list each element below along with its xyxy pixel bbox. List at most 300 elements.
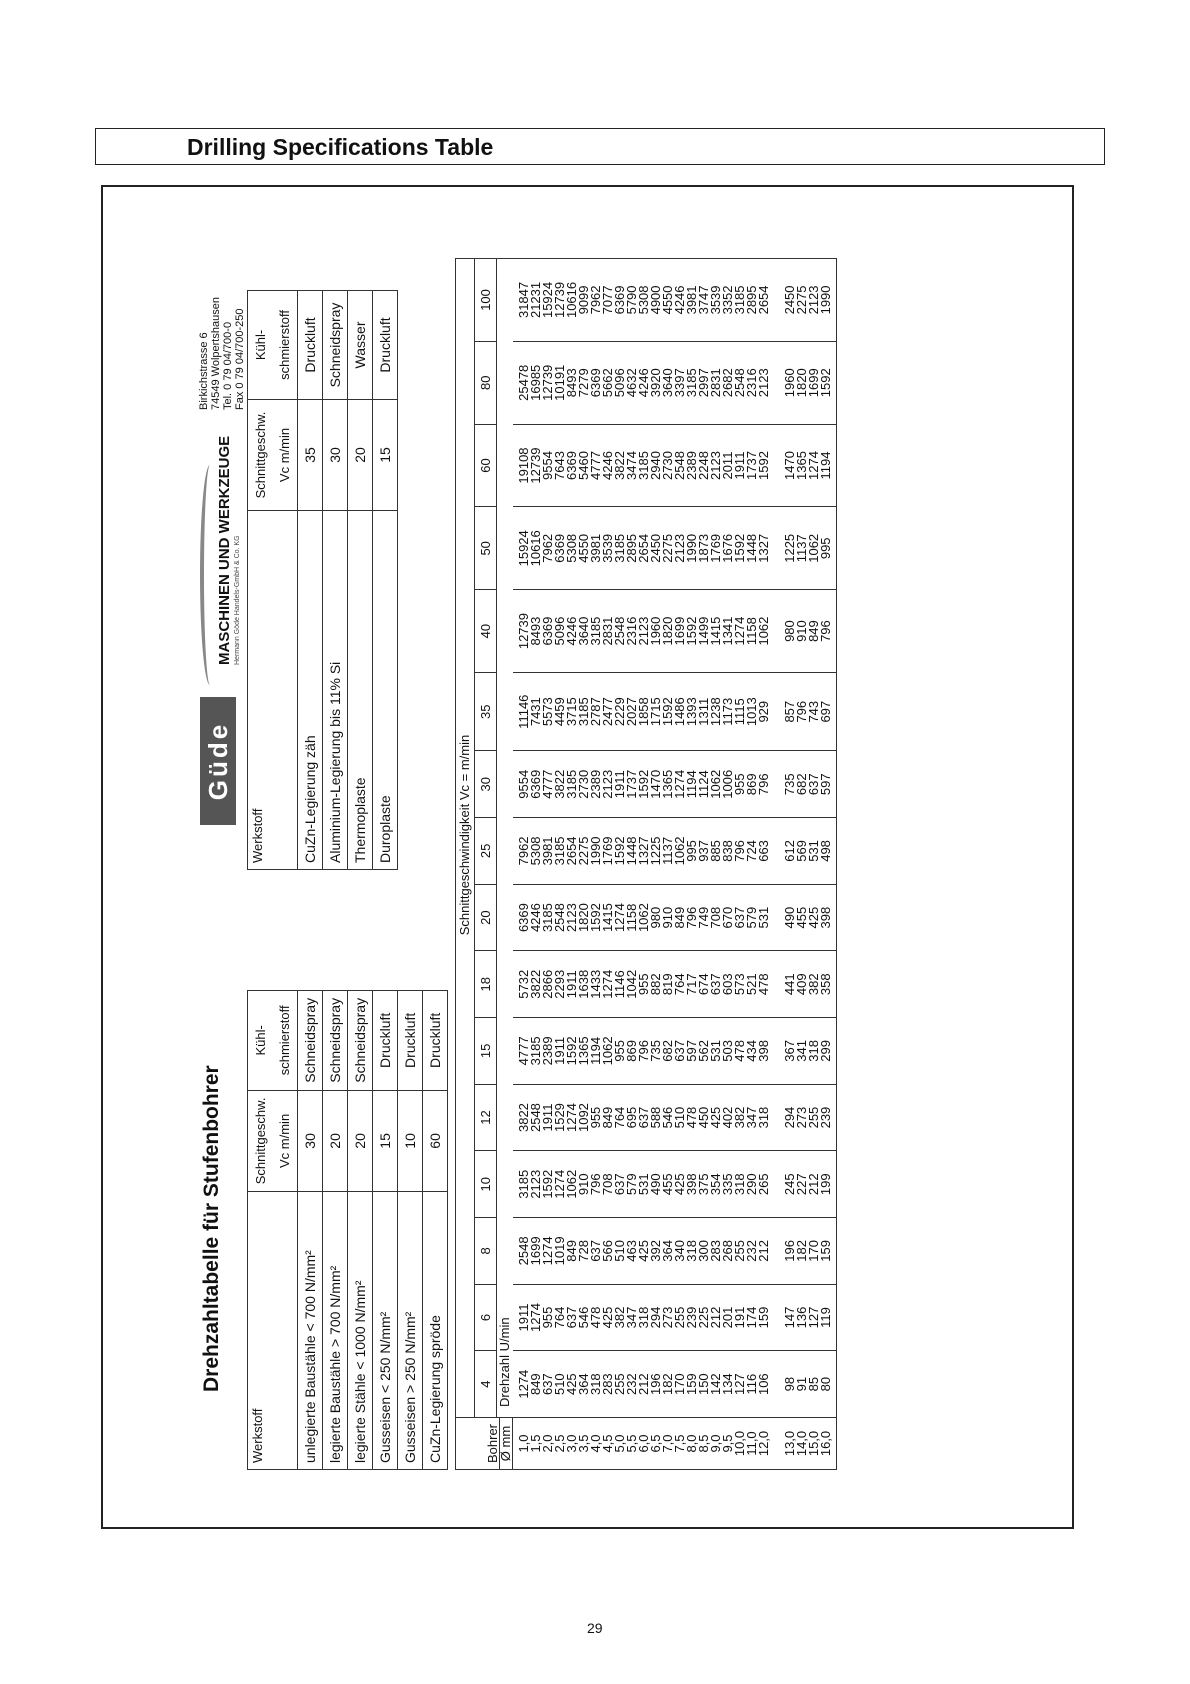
rpm-cell: 796 bbox=[820, 590, 837, 673]
rpm-cell: 5790 bbox=[626, 259, 638, 342]
rpm-cell: 531 bbox=[808, 818, 820, 885]
rpm-cell: 1960 bbox=[650, 590, 662, 673]
rpm-cell: 2866 bbox=[542, 951, 554, 1018]
rpm-cell: 1274 bbox=[530, 1284, 542, 1351]
rpm-cell: 3352 bbox=[722, 259, 734, 342]
rpm-cell: 531 bbox=[758, 884, 770, 951]
rpm-cell: 375 bbox=[698, 1151, 710, 1218]
company-header bbox=[200, 265, 244, 825]
rpm-cell: 749 bbox=[698, 884, 710, 951]
rpm-cell: 212 bbox=[710, 1284, 722, 1351]
rpm-cell: 3640 bbox=[662, 341, 674, 424]
rpm-cell: 3185 bbox=[734, 259, 746, 342]
rpm-cell: 201 bbox=[722, 1284, 734, 1351]
table-row bbox=[686, 259, 698, 1470]
rpm-cell: 8493 bbox=[566, 341, 578, 424]
rpm-cell: 15924 bbox=[513, 507, 531, 590]
rpm-cell: 1327 bbox=[638, 818, 650, 885]
rpm-cell: 2011 bbox=[722, 424, 734, 507]
rpm-cell: 2027 bbox=[626, 672, 638, 750]
rpm-cell: 3474 bbox=[626, 424, 638, 507]
material-speed: 20 bbox=[323, 1090, 348, 1192]
rpm-cell: 1911 bbox=[513, 1284, 531, 1351]
rpm-cell: 3185 bbox=[554, 818, 566, 885]
rpm-cell: 255 bbox=[734, 1218, 746, 1285]
rpm-cell: 6369 bbox=[590, 341, 602, 424]
col-speed-unit: Vc m/min bbox=[273, 399, 298, 510]
rpm-cell: 674 bbox=[698, 951, 710, 1018]
rpm-cell: 603 bbox=[722, 951, 734, 1018]
speed-header: 10 bbox=[475, 1151, 497, 1218]
rpm-cell: 885 bbox=[710, 818, 722, 885]
rpm-cell: 335 bbox=[722, 1151, 734, 1218]
rpm-cell: 1470 bbox=[770, 424, 796, 507]
rpm-cell: 1274 bbox=[614, 884, 626, 951]
rpm-cell: 358 bbox=[820, 951, 837, 1018]
rpm-cell: 347 bbox=[746, 1084, 758, 1151]
rpm-cell: 227 bbox=[796, 1151, 808, 1218]
material-name: Thermoplaste bbox=[348, 511, 373, 870]
rpm-cell: 364 bbox=[578, 1351, 590, 1418]
brand-slogan: MASCHINEN UND WERKZEUGE bbox=[216, 435, 233, 665]
diameter-cell: 1,0 bbox=[513, 1418, 531, 1470]
rpm-cell: 929 bbox=[758, 672, 770, 750]
rpm-cell: 1990 bbox=[686, 507, 698, 590]
rpm-cell: 116 bbox=[746, 1351, 758, 1418]
rpm-cell: 6369 bbox=[530, 751, 542, 818]
rpm-cell: 478 bbox=[758, 951, 770, 1018]
rpm-cell: 255 bbox=[614, 1351, 626, 1418]
rpm-cell: 1592 bbox=[686, 590, 698, 673]
material-name: Gusseisen > 250 N/mm² bbox=[398, 1192, 423, 1470]
rpm-cell: 1173 bbox=[722, 672, 734, 750]
rpm-cell: 150 bbox=[698, 1351, 710, 1418]
rpm-cell: 764 bbox=[554, 1284, 566, 1351]
material-name: unlegierte Baustähle < 700 N/mm² bbox=[298, 1192, 323, 1470]
speed-header: 18 bbox=[475, 951, 497, 1018]
material-speed: 10 bbox=[398, 1090, 423, 1192]
rpm-cell: 3539 bbox=[602, 507, 614, 590]
rpm-cell: 1124 bbox=[698, 751, 710, 818]
rpm-cell: 955 bbox=[542, 1284, 554, 1351]
diameter-cell: 1,5 bbox=[530, 1418, 542, 1470]
table-row bbox=[796, 259, 808, 1470]
material-name: Duroplaste bbox=[373, 511, 398, 870]
rpm-cell: 106 bbox=[758, 1351, 770, 1418]
rpm-cell: 503 bbox=[722, 1018, 734, 1085]
rpm-cell: 196 bbox=[770, 1218, 796, 1285]
rpm-cell: 1062 bbox=[566, 1151, 578, 1218]
rpm-cell: 318 bbox=[638, 1284, 650, 1351]
rpm-cell: 546 bbox=[662, 1084, 674, 1151]
diameter-cell: 7,0 bbox=[662, 1418, 674, 1470]
rpm-cell: 3397 bbox=[674, 341, 686, 424]
rpm-cell: 612 bbox=[770, 818, 796, 885]
rpm-cell: 1274 bbox=[554, 1151, 566, 1218]
rpm-cell: 191 bbox=[734, 1284, 746, 1351]
rpm-cell: 6369 bbox=[542, 590, 554, 673]
rpm-cell: 7962 bbox=[590, 259, 602, 342]
table-row bbox=[674, 259, 686, 1470]
rpm-cell: 1238 bbox=[710, 672, 722, 750]
rpm-cell: 1274 bbox=[734, 590, 746, 673]
rpm-cell: 318 bbox=[686, 1218, 698, 1285]
table-row bbox=[698, 259, 710, 1470]
material-row bbox=[348, 291, 373, 870]
rpm-cell: 937 bbox=[698, 818, 710, 885]
material-coolant: Schneidspray bbox=[348, 991, 373, 1091]
rpm-cell: 1194 bbox=[590, 1018, 602, 1085]
rpm-cell: 1911 bbox=[554, 1018, 566, 1085]
rpm-cell: 265 bbox=[758, 1151, 770, 1218]
rpm-cell: 869 bbox=[626, 1018, 638, 1085]
rpm-cell: 1592 bbox=[566, 1018, 578, 1085]
rpm-cell: 637 bbox=[710, 951, 722, 1018]
rpm-cell: 579 bbox=[626, 1151, 638, 1218]
rpm-cell: 455 bbox=[662, 1151, 674, 1218]
rpm-cell: 1911 bbox=[542, 1084, 554, 1151]
rpm-cell: 5573 bbox=[542, 672, 554, 750]
rpm-cell: 637 bbox=[674, 1018, 686, 1085]
rpm-cell: 398 bbox=[686, 1151, 698, 1218]
rpm-cell: 364 bbox=[662, 1218, 674, 1285]
rpm-cell: 392 bbox=[650, 1218, 662, 1285]
rpm-cell: 212 bbox=[808, 1151, 820, 1218]
rpm-cell: 2123 bbox=[674, 507, 686, 590]
rpm-cell: 1448 bbox=[746, 507, 758, 590]
table-row bbox=[722, 259, 734, 1470]
rpm-cell: 3747 bbox=[698, 259, 710, 342]
rpm-cell: 4246 bbox=[674, 259, 686, 342]
material-speed: 15 bbox=[373, 1090, 398, 1192]
rpm-cell: 283 bbox=[710, 1218, 722, 1285]
rpm-cell: 2831 bbox=[602, 590, 614, 673]
rpm-cell: 1470 bbox=[650, 751, 662, 818]
rpm-cell: 4550 bbox=[662, 259, 674, 342]
diameter-cell: 2,5 bbox=[554, 1418, 566, 1470]
material-row bbox=[373, 991, 398, 1470]
rpm-cell: 2450 bbox=[770, 259, 796, 342]
rpm-cell: 1062 bbox=[758, 590, 770, 673]
rpm-cell: 463 bbox=[626, 1218, 638, 1285]
rpm-cell: 2548 bbox=[614, 590, 626, 673]
rpm-cell: 1592 bbox=[590, 884, 602, 951]
rpm-cell: 849 bbox=[674, 884, 686, 951]
rpm-cell: 1006 bbox=[722, 751, 734, 818]
material-name: legierte Baustähle > 700 N/mm² bbox=[323, 1192, 348, 1470]
speed-header: 8 bbox=[475, 1218, 497, 1285]
table-row bbox=[746, 259, 758, 1470]
rpm-cell: 2389 bbox=[542, 1018, 554, 1085]
diameter-cell: 7,5 bbox=[674, 1418, 686, 1470]
rpm-cell: 1592 bbox=[734, 507, 746, 590]
speed-header: 100 bbox=[475, 259, 497, 342]
diameter-cell: 3,5 bbox=[578, 1418, 590, 1470]
rpm-cell: 1911 bbox=[734, 424, 746, 507]
material-name: Gusseisen < 250 N/mm² bbox=[373, 1192, 398, 1470]
rpm-cell: 573 bbox=[734, 951, 746, 1018]
rpm-cell: 1960 bbox=[770, 341, 796, 424]
material-speed: 30 bbox=[298, 1090, 323, 1192]
address-line: Tel. 0 79 04/700-0 bbox=[222, 321, 234, 410]
rpm-cell: 10191 bbox=[554, 341, 566, 424]
rpm-cell: 955 bbox=[614, 1018, 626, 1085]
material-coolant: Schneidspray bbox=[323, 991, 348, 1091]
rpm-cell: 3981 bbox=[590, 507, 602, 590]
rpm-cell: 2450 bbox=[650, 507, 662, 590]
rpm-cell: 1737 bbox=[626, 751, 638, 818]
rpm-cell: 796 bbox=[734, 818, 746, 885]
material-name: legierte Stähle < 1000 N/mm² bbox=[348, 1192, 373, 1470]
col-speed: Schnittgeschw. bbox=[248, 1090, 273, 1192]
rpm-cell: 682 bbox=[796, 751, 808, 818]
rpm-cell: 1592 bbox=[638, 751, 650, 818]
speed-header: 40 bbox=[475, 590, 497, 673]
rpm-cell: 1393 bbox=[686, 672, 698, 750]
table-row bbox=[734, 259, 746, 1470]
rpm-cell: 273 bbox=[662, 1284, 674, 1351]
material-row bbox=[373, 291, 398, 870]
material-name: CuZn-Legierung zäh bbox=[298, 511, 323, 870]
company-name: Hermann Göde Handels-GmbH & Co. KG bbox=[234, 535, 241, 665]
rpm-cell: 2275 bbox=[662, 507, 674, 590]
rpm-cell: 12739 bbox=[542, 341, 554, 424]
rpm-cell: 2895 bbox=[626, 507, 638, 590]
rpm-cell: 796 bbox=[590, 1151, 602, 1218]
rpm-cell: 478 bbox=[734, 1018, 746, 1085]
rpm-cell: 2123 bbox=[530, 1151, 542, 1218]
rpm-cell: 2997 bbox=[698, 341, 710, 424]
rpm-cell: 682 bbox=[662, 1018, 674, 1085]
material-row bbox=[323, 291, 348, 870]
rpm-cell: 1194 bbox=[686, 751, 698, 818]
rpm-cell: 255 bbox=[674, 1284, 686, 1351]
material-row bbox=[298, 991, 323, 1470]
rpm-cell: 1990 bbox=[590, 818, 602, 885]
rpm-cell: 1820 bbox=[796, 341, 808, 424]
material-coolant: Druckluft bbox=[398, 991, 423, 1091]
rpm-cell: 2940 bbox=[650, 424, 662, 507]
rpm-cell: 2123 bbox=[602, 751, 614, 818]
rpm-cell: 127 bbox=[734, 1351, 746, 1418]
rpm-cell: 5308 bbox=[530, 818, 542, 885]
rpm-cell: 425 bbox=[602, 1284, 614, 1351]
rpm-cell: 142 bbox=[710, 1351, 722, 1418]
rpm-cell: 4777 bbox=[542, 751, 554, 818]
rpm-cell: 708 bbox=[710, 884, 722, 951]
rpm-cell: 2477 bbox=[602, 672, 614, 750]
table-row bbox=[710, 259, 722, 1470]
rpm-cell: 354 bbox=[710, 1151, 722, 1218]
rpm-cell: 12739 bbox=[530, 424, 542, 507]
rpm-cell: 1592 bbox=[820, 341, 837, 424]
rpm-cell: 294 bbox=[650, 1284, 662, 1351]
rpm-cell: 3185 bbox=[638, 424, 650, 507]
rpm-cell: 838 bbox=[722, 818, 734, 885]
diameter-cell: 12,0 bbox=[758, 1418, 770, 1470]
rpm-cell: 4459 bbox=[554, 672, 566, 750]
rpm-cell: 159 bbox=[686, 1351, 698, 1418]
rpm-cell: 566 bbox=[602, 1218, 614, 1285]
material-speed: 15 bbox=[373, 399, 398, 510]
rpm-cell: 239 bbox=[820, 1084, 837, 1151]
rpm-cell: 1715 bbox=[650, 672, 662, 750]
rpm-cell: 170 bbox=[674, 1351, 686, 1418]
material-table-right bbox=[247, 290, 398, 870]
rpm-cell: 2123 bbox=[710, 424, 722, 507]
rpm-cell: 2229 bbox=[614, 672, 626, 750]
rpm-cell: 882 bbox=[650, 951, 662, 1018]
rpm-cell: 2293 bbox=[554, 951, 566, 1018]
rpm-cell: 455 bbox=[796, 884, 808, 951]
rpm-cell: 6369 bbox=[566, 424, 578, 507]
rpm-label: Drehzahl U/min bbox=[497, 259, 513, 1418]
rpm-cell: 478 bbox=[590, 1284, 602, 1351]
rpm-cell: 764 bbox=[614, 1084, 626, 1151]
rpm-cell: 869 bbox=[746, 751, 758, 818]
col-speed: Schnittgeschw. bbox=[248, 399, 273, 510]
table-row bbox=[770, 259, 796, 1470]
diameter-cell: 10,0 bbox=[734, 1418, 746, 1470]
heading-box bbox=[95, 128, 1105, 165]
rpm-cell: 857 bbox=[770, 672, 796, 750]
rpm-cell: 6369 bbox=[614, 259, 626, 342]
material-coolant: Schneidspray bbox=[298, 991, 323, 1091]
diameter-cell: 8,5 bbox=[698, 1418, 710, 1470]
rpm-cell: 2682 bbox=[722, 341, 734, 424]
rpm-cell: 182 bbox=[796, 1218, 808, 1285]
rpm-cell: 3822 bbox=[530, 951, 542, 1018]
brand-block bbox=[204, 425, 240, 685]
rpm-cell: 9099 bbox=[578, 259, 590, 342]
rpm-cell: 434 bbox=[746, 1018, 758, 1085]
rpm-cell: 588 bbox=[650, 1084, 662, 1151]
rpm-cell: 159 bbox=[758, 1284, 770, 1351]
rpm-cell: 2654 bbox=[758, 259, 770, 342]
rpm-cell: 2275 bbox=[578, 818, 590, 885]
rpm-cell: 91 bbox=[796, 1351, 808, 1418]
rpm-cell: 3185 bbox=[614, 507, 626, 590]
table-row bbox=[820, 259, 837, 1470]
speed-header: 25 bbox=[475, 818, 497, 885]
rpm-cell: 425 bbox=[638, 1218, 650, 1285]
rpm-cell: 663 bbox=[758, 818, 770, 885]
col-coolant: Kühl- bbox=[248, 991, 273, 1091]
diameter-unit: Ø mm bbox=[499, 1418, 512, 1469]
rpm-cell: 2548 bbox=[554, 884, 566, 951]
rpm-cell: 147 bbox=[770, 1284, 796, 1351]
material-coolant: Schneidspray bbox=[323, 291, 348, 400]
speed-header: 60 bbox=[475, 424, 497, 507]
rpm-cell: 7962 bbox=[513, 818, 531, 885]
rpm-cell: 637 bbox=[542, 1351, 554, 1418]
rpm-cell: 4246 bbox=[602, 424, 614, 507]
rpm-cell: 1486 bbox=[674, 672, 686, 750]
rpm-cell: 4777 bbox=[590, 424, 602, 507]
table-row bbox=[808, 259, 820, 1470]
rpm-cell: 367 bbox=[770, 1018, 796, 1085]
rpm-cell: 1858 bbox=[638, 672, 650, 750]
col-material: Werkstoff bbox=[248, 1192, 298, 1470]
rpm-cell: 21231 bbox=[530, 259, 542, 342]
material-speed: 20 bbox=[348, 1090, 373, 1192]
diameter-cell: 11,0 bbox=[746, 1418, 758, 1470]
rpm-cell: 6369 bbox=[554, 507, 566, 590]
rpm-cell: 2548 bbox=[674, 424, 686, 507]
rpm-cell: 5096 bbox=[554, 590, 566, 673]
rpm-cell: 1158 bbox=[626, 884, 638, 951]
rpm-cell: 1499 bbox=[698, 590, 710, 673]
rpm-cell: 450 bbox=[698, 1084, 710, 1151]
rpm-cell: 9554 bbox=[513, 751, 531, 818]
bohrer-label: Bohrer bbox=[485, 1423, 500, 1464]
rpm-cell: 1115 bbox=[734, 672, 746, 750]
rpm-cell: 7962 bbox=[542, 507, 554, 590]
rpm-cell: 670 bbox=[722, 884, 734, 951]
rpm-cell: 12739 bbox=[513, 590, 531, 673]
rpm-cell: 498 bbox=[820, 818, 837, 885]
rpm-cell: 4246 bbox=[566, 590, 578, 673]
rpm-cell: 1911 bbox=[614, 751, 626, 818]
material-row bbox=[298, 291, 323, 870]
rpm-cell: 1365 bbox=[662, 751, 674, 818]
rpm-cell: 347 bbox=[626, 1284, 638, 1351]
material-row bbox=[423, 991, 448, 1470]
material-speed: 35 bbox=[298, 399, 323, 510]
rpm-cell: 1820 bbox=[578, 884, 590, 951]
rpm-cell: 134 bbox=[722, 1351, 734, 1418]
diameter-cell: 14,0 bbox=[796, 1418, 808, 1470]
material-coolant: Druckluft bbox=[298, 291, 323, 400]
speed-header: 50 bbox=[475, 507, 497, 590]
rpm-cell: 3822 bbox=[513, 1084, 531, 1151]
rpm-cell: 5662 bbox=[602, 341, 614, 424]
rpm-cell: 3185 bbox=[578, 672, 590, 750]
col-speed-unit: Vc m/min bbox=[273, 1090, 298, 1192]
rpm-cell: 1062 bbox=[674, 818, 686, 885]
rpm-cell: 562 bbox=[698, 1018, 710, 1085]
rpm-cell: 2548 bbox=[734, 341, 746, 424]
rpm-cell: 717 bbox=[686, 951, 698, 1018]
rpm-cell: 510 bbox=[554, 1351, 566, 1418]
speed-header: 15 bbox=[475, 1018, 497, 1085]
rpm-cell: 1433 bbox=[590, 951, 602, 1018]
rpm-cell: 1158 bbox=[746, 590, 758, 673]
rpm-cell: 225 bbox=[698, 1284, 710, 1351]
material-row bbox=[323, 991, 348, 1470]
rpm-cell: 4777 bbox=[513, 1018, 531, 1085]
rpm-cell: 735 bbox=[770, 751, 796, 818]
rpm-cell: 170 bbox=[808, 1218, 820, 1285]
rpm-cell: 510 bbox=[614, 1218, 626, 1285]
rpm-cell: 579 bbox=[746, 884, 758, 951]
rpm-cell: 1769 bbox=[602, 818, 614, 885]
rpm-cell: 294 bbox=[770, 1084, 796, 1151]
rpm-cell: 910 bbox=[796, 590, 808, 673]
rpm-cell: 80 bbox=[820, 1351, 837, 1418]
rpm-cell: 1699 bbox=[808, 341, 820, 424]
rpm-cell: 174 bbox=[746, 1284, 758, 1351]
rpm-cell: 1911 bbox=[566, 951, 578, 1018]
rpm-cell: 425 bbox=[674, 1151, 686, 1218]
rpm-cell: 3715 bbox=[566, 672, 578, 750]
diameter-cell: 13,0 bbox=[770, 1418, 796, 1470]
rpm-cell: 402 bbox=[722, 1084, 734, 1151]
rpm-cell: 724 bbox=[746, 818, 758, 885]
material-row bbox=[398, 991, 423, 1470]
rpm-cell: 3185 bbox=[686, 341, 698, 424]
rpm-cell: 1341 bbox=[722, 590, 734, 673]
